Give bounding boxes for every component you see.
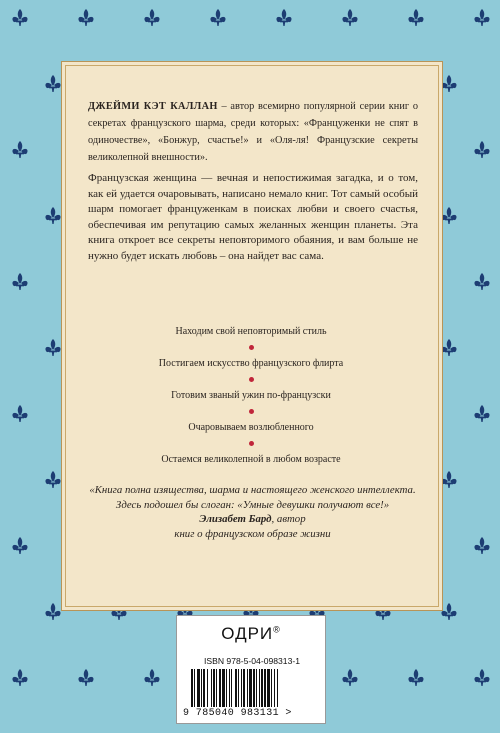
book-description: Французская женщина — вечная и непостижимая загадка, и о том, как ей удается очаровывать, написано немало книг. Тот самый особый шарм помогает француженкам в поисках любви и своего счастья, обеспечивая им репутацию самых желанных женщин планеты. Эта книга откроет все секреты неповторимого обаяния, и вам больше не нужно будет искать любовь – она найдет вас сама. — [88, 172, 418, 262]
barcode-bar — [203, 669, 205, 707]
author-bio-text: – автор всемирно популярной серии книг о секретах французского шарма, среди которых: «Француженки не спят в одиночестве», «Бонжур, счастье!» и «Оля-ля! Французские секреты великолепной внешности». — [88, 101, 418, 163]
fleur-de-lis-icon — [12, 273, 27, 290]
fleur-de-lis-icon — [12, 405, 27, 422]
fleur-de-lis-icon — [45, 471, 60, 488]
fleur-de-lis-icon — [474, 669, 489, 686]
publisher-name: ОДРИ — [221, 624, 274, 643]
barcode-bar — [222, 669, 225, 707]
author-name: ДЖЕЙМИ КЭТ КАЛЛАН — [88, 101, 218, 112]
barcode-bar — [191, 669, 193, 707]
barcode-bar — [194, 669, 195, 707]
chapter-item: Остаемся великолепной в любом возрасте — [161, 454, 341, 465]
fleur-de-lis-icon — [441, 75, 456, 92]
fleur-de-lis-icon — [12, 537, 27, 554]
chapter-item: Постигаем искусство французского флирта — [158, 358, 344, 369]
barcode-bar — [207, 669, 208, 707]
quote-author-role: , автор — [271, 513, 306, 526]
registered-mark: ® — [273, 624, 281, 635]
barcode-bar — [229, 669, 230, 707]
barcode-bar — [249, 669, 252, 707]
barcode-bar — [201, 669, 202, 707]
bullet-dot — [249, 345, 254, 350]
barcode-bar — [267, 669, 270, 707]
barcode-bar — [271, 669, 272, 707]
barcode-bar — [264, 669, 266, 707]
barcode-box — [176, 615, 326, 724]
quote-text: «Книга полна изящества, шарма и настоящего женского интеллекта. Здесь подошел бы слоган: «Умные девушки получают все!» — [89, 484, 416, 511]
chapter-item: Находим свой неповторимый стиль — [175, 326, 327, 337]
quote-author: Элизабет Бард — [199, 513, 272, 526]
isbn: ISBN 978-5-04-098313-1 — [203, 656, 301, 666]
fleur-de-lis-icon — [144, 669, 159, 686]
barcode-bar — [226, 669, 227, 707]
barcode-bar — [243, 669, 245, 707]
fleur-de-lis-icon — [474, 9, 489, 26]
fleur-de-lis-icon — [474, 141, 489, 158]
barcode-bar — [277, 669, 278, 707]
fleur-de-lis-icon — [342, 669, 357, 686]
fleur-de-lis-icon — [408, 9, 423, 26]
fleur-de-lis-icon — [408, 669, 423, 686]
fleur-de-lis-icon — [45, 603, 60, 620]
barcode-bar — [247, 669, 248, 707]
bullet-dot — [249, 409, 254, 414]
chapter-item: Очаровываем возлюбленного — [188, 422, 314, 433]
fleur-de-lis-icon — [12, 9, 27, 26]
barcode-bar — [231, 669, 232, 707]
fleur-de-lis-icon — [276, 9, 291, 26]
barcode-bar — [261, 669, 263, 707]
fleur-de-lis-icon — [474, 405, 489, 422]
barcode-bar — [216, 669, 217, 707]
bullet-dot — [249, 377, 254, 382]
review-quote — [85, 483, 420, 541]
bullet-dot — [249, 441, 254, 446]
fleur-de-lis-icon — [210, 9, 225, 26]
barcode-bar — [213, 669, 215, 707]
fleur-de-lis-icon — [12, 669, 27, 686]
barcode-bar — [259, 669, 260, 707]
publisher-logo — [177, 624, 325, 644]
fleur-de-lis-icon — [441, 471, 456, 488]
fleur-de-lis-icon — [441, 207, 456, 224]
fleur-de-lis-icon — [474, 537, 489, 554]
fleur-de-lis-icon — [441, 339, 456, 356]
fleur-de-lis-icon — [78, 669, 93, 686]
barcode-bar — [238, 669, 239, 707]
author-bio — [88, 98, 418, 166]
fleur-de-lis-icon — [144, 9, 159, 26]
fleur-de-lis-icon — [45, 75, 60, 92]
barcode-bar — [253, 669, 255, 707]
barcode-bar — [241, 669, 242, 707]
barcode-bar — [256, 669, 257, 707]
fleur-de-lis-icon — [441, 603, 456, 620]
fleur-de-lis-icon — [45, 339, 60, 356]
barcode-bar — [197, 669, 200, 707]
barcode-bar — [219, 669, 221, 707]
fleur-de-lis-icon — [342, 9, 357, 26]
chapter-list — [65, 322, 437, 469]
chapter-item: Готовим званый ужин по-французски — [171, 390, 331, 401]
quote-author-description: книг о французском образе жизни — [174, 527, 331, 540]
fleur-de-lis-icon — [45, 207, 60, 224]
barcode-bar — [211, 669, 212, 707]
barcode-bar — [274, 669, 275, 707]
ean-digits: 9 785040 983131 > — [183, 708, 292, 719]
fleur-de-lis-icon — [474, 273, 489, 290]
fleur-de-lis-icon — [78, 9, 93, 26]
barcode-bar — [235, 669, 237, 707]
fleur-de-lis-icon — [12, 141, 27, 158]
barcode — [191, 669, 313, 707]
